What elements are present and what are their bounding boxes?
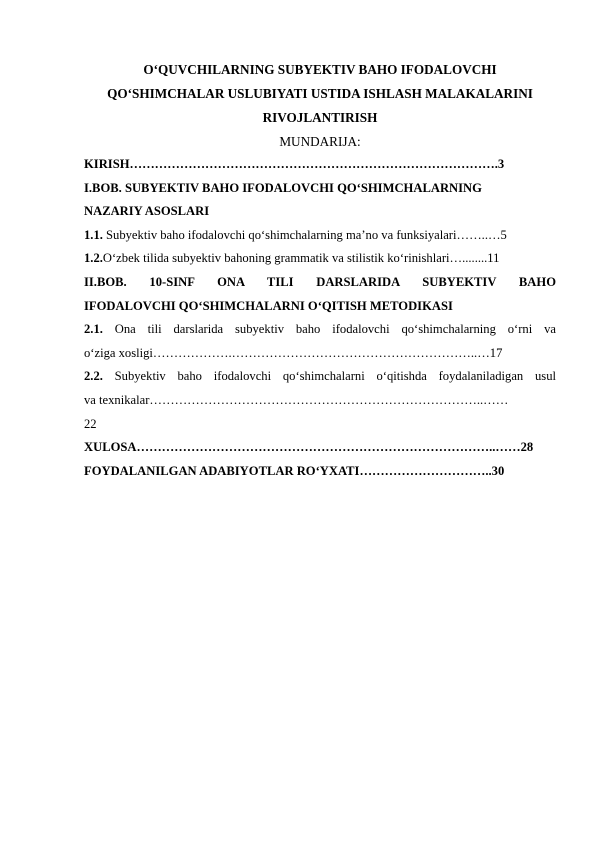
section-title: Subyektiv baho ifodalovchi qo‘shimchalarni o‘qitishda foydalaniladigan usul — [102, 369, 556, 383]
title-line-3: RIVOJLANTIRISH — [262, 110, 378, 125]
section-title: Subyektiv baho ifodalovchi qo‘shimchalarning ma’no va funksiyalari……..…5 — [102, 228, 507, 242]
title-line-2: QO‘SHIMCHALAR USLUBIYATI USTIDA ISHLASH MALAKALARINI — [107, 86, 533, 101]
section-title: O‘zbek tilida subyektiv bahoning grammatik va stilistik ko‘rinishlari…........11 — [102, 251, 500, 265]
section-number: 1.1. — [84, 228, 103, 242]
toc-kirish: KIRISH…………………………………………………………………………….3 — [84, 157, 505, 171]
section-title: Ona tili darslarida subyektiv baho ifodalovchi qo‘shimchalarning o‘rni va — [102, 322, 556, 336]
toc-section-2-2-page: 22 — [84, 417, 97, 431]
toc-chapter-1-line-2: NAZARIY ASOSLARI — [84, 204, 210, 218]
toc-section-2-2-line-2: va texnikalar……………………………………………………………………..…… — [84, 393, 509, 407]
toc-chapter-1-line-1: I.BOB. SUBYEKTIV BAHO IFODALOVCHI QO‘SHIMCHALARNING — [84, 181, 482, 195]
section-number: 2.1. — [84, 322, 103, 336]
section-number: 2.2. — [84, 369, 103, 383]
contents-heading: MUNDARIJA: — [279, 134, 361, 149]
title-line-1: O‘QUVCHILARNING SUBYEKTIV BAHO IFODALOVCHI — [143, 62, 497, 77]
toc-section-1-2 — [84, 251, 556, 266]
toc-section-2-1-line-2: o‘ziga xosligi……………….…………………………………………………..…17 — [84, 346, 503, 360]
toc-xulosa: XULOSA…………………………………………………………………………..……28 — [84, 440, 534, 454]
toc-section-2-2-line-1 — [84, 369, 556, 384]
toc-section-2-1-line-1 — [84, 322, 556, 337]
toc-adabiyotlar: FOYDALANILGAN ADABIYOTLAR RO‘YXATI…………………………..30 — [84, 464, 505, 478]
toc-chapter-2-line-1: II.BOB. 10-SINF ONA TILI DARSLARIDA SUBYEKTIV BAHO — [84, 275, 556, 289]
section-number: 1.2. — [84, 251, 103, 265]
toc-section-1-1 — [84, 228, 556, 243]
toc-chapter-2-line-2: IFODALOVCHI QO‘SHIMCHALARNI O‘QITISH METODIKASI — [84, 299, 453, 313]
